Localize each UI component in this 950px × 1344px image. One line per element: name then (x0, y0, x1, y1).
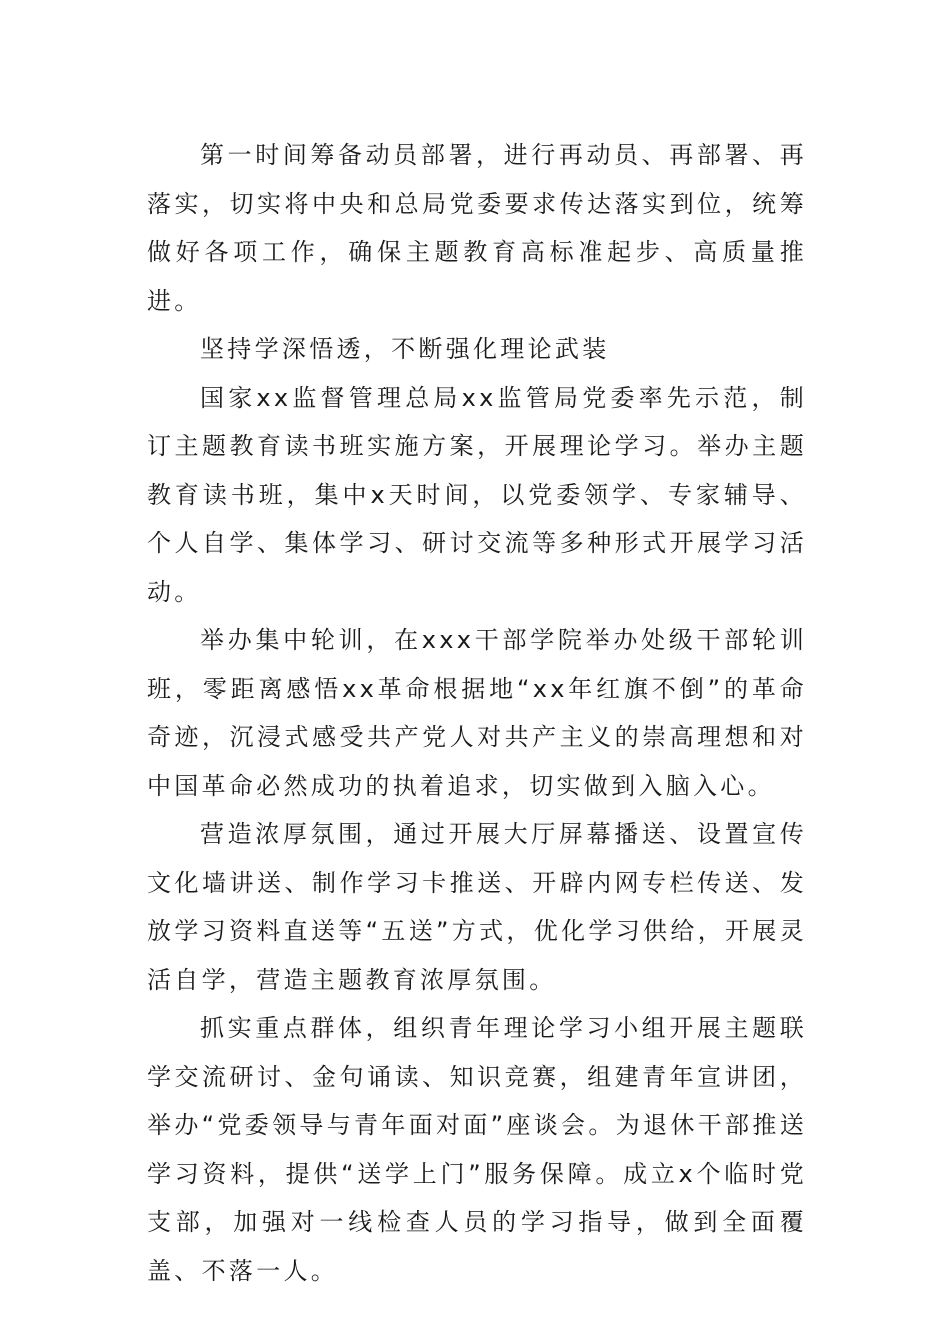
paragraph-reading-class: 国家xx监督管理总局xx监管局党委率先示范，制订主题教育读书班实施方案，开展理论学习。举办主题教育读书班，集中x天时间，以党委领学、专家辅导、个人自学、集体学习、研讨交流等多种形式开展学习活动。 (147, 383, 807, 606)
document-body (147, 131, 807, 1295)
paragraph-mobilization: 第一时间筹备动员部署，进行再动员、再部署、再落实，切实将中央和总局党委要求传达落实到位，统筹做好各项工作，确保主题教育高标准起步、高质量推进。 (147, 141, 807, 315)
paragraph-atmosphere: 营造浓厚氛围，通过开展大厅屏幕播送、设置宣传文化墙讲送、制作学习卡推送、开辟内网专栏传送、发放学习资料直送等“五送”方式，优化学习供给，开展灵活自学，营造主题教育浓厚氛围。 (147, 820, 807, 994)
paragraph-rotation-training: 举办集中轮训，在xxx干部学院举办处级干部轮训班，零距离感悟xx革命根据地“xx年红旗不倒”的革命奇迹，沉浸式感受共产党人对共产主义的崇高理想和对中国革命必然成功的执着追求，切实做到入脑入心。 (147, 626, 807, 800)
section-heading-theory-study: 坚持学深悟透，不断强化理论武装 (200, 335, 610, 363)
paragraph-key-groups: 抓实重点群体，组织青年理论学习小组开展主题联学交流研讨、金句诵读、知识竞赛，组建青年宣讲团，举办“党委领导与青年面对面”座谈会。为退休干部推送学习资料，提供“送学上门”服务保障。成立x个临时党支部，加强对一线检查人员的学习指导，做到全面覆盖、不落一人。 (147, 1014, 807, 1285)
